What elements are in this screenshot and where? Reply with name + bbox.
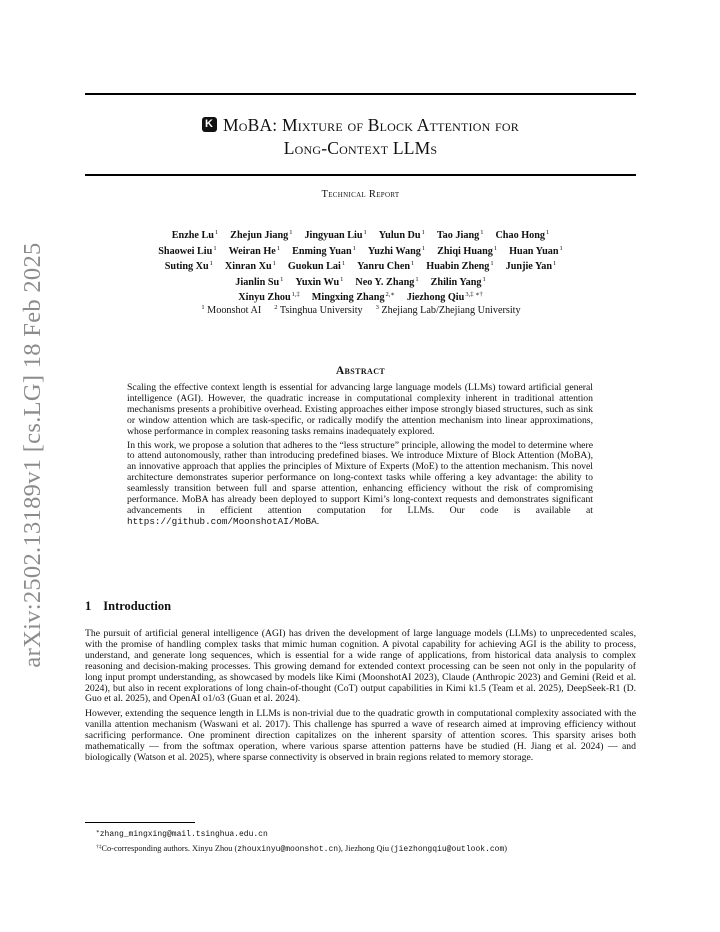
footnote-2-mark: †‡ <box>96 844 102 850</box>
title-top-rule <box>85 93 636 95</box>
author-name <box>288 261 345 272</box>
author-affiliation-mark: 1 <box>341 260 346 267</box>
author-affiliation-mark: 1 <box>209 260 213 267</box>
code-link[interactable]: https://github.com/MoonshotAI/MoBA <box>127 515 317 527</box>
affiliation <box>273 305 362 316</box>
footnote-2-text: Co-corresponding authors. Xinyu Zhou ( <box>101 844 238 853</box>
author-name-text: Shaowei Liu <box>158 245 213 257</box>
author-name-text: Yuzhi Wang <box>367 245 421 257</box>
author-name <box>158 246 216 257</box>
author-list <box>85 227 636 305</box>
author-name <box>172 230 218 241</box>
footnote-2 <box>96 841 507 856</box>
author-name <box>355 277 418 288</box>
introduction-body <box>85 629 636 768</box>
author-row <box>85 227 636 243</box>
author-name-text: Zhilin Yang <box>430 276 482 288</box>
footnote-2-email-2: jiezhongqiu@outlook.com <box>393 845 505 854</box>
title-bottom-rule <box>85 174 636 176</box>
author-affiliation-mark: 1 <box>490 260 494 267</box>
author-name <box>357 261 414 272</box>
author-name-text: Guokun Lai <box>287 261 341 272</box>
affiliations <box>85 304 636 316</box>
body-paragraph-2: However, extending the sequence length in LLMs is non-trivial due to the quadratic growth in computational complexity associated with the vanilla attention mechanism (Waswani et al. 2017). This challenge has spurred a wave of research aimed at improving efficiency without sacrificing performance. One prominent direction capitalizes on the inherent sparsity of attention scores. This sparsity arises both mathematically — from the softmax operation, where various sparse attention patterns have be studied (H. Jiang et al. 2024) — and biologically (Watson et al. 2025), where sparse connectivity is observed in brain regions related to memory storage. <box>85 708 636 763</box>
author-name <box>230 230 292 241</box>
author-name <box>225 261 276 272</box>
affiliation-mark: 1 <box>201 304 205 311</box>
author-affiliation-mark: 1 <box>213 244 217 252</box>
author-name <box>165 261 213 272</box>
author-affiliation-mark: 1 <box>363 229 367 236</box>
author-affiliation-mark: 1,‡ <box>291 291 300 298</box>
author-affiliation-mark: 1 <box>559 244 563 252</box>
section-title: Introduction <box>103 599 172 613</box>
author-name-text: Enzhe Lu <box>171 230 214 241</box>
affiliation-mark: 2 <box>274 304 278 311</box>
abstract-paragraph-2-text: In this work, we propose a solution that adheres to the “less structure” principle, allowing the model to determine where to attend autonomously, rather than introducing predefined biases. We introduce Mixture of Block Attention (MoBA), an innovative approach that applies the principles of Mixture of Experts (MoE) to the attention mechanism. This novel architecture demonstrates superior performance on long-context tasks while offering a key advantage: the ability to seamlessly transition between full and sparse attention, enhancing efficiency without the risk of compromising performance. MoBA has already been deployed to support Kimi’s long-context requests and demonstrates significant advancements in efficient attention computation for LLMs. Our code is available at <box>127 439 593 516</box>
author-name-text: Jingyuan Liu <box>304 230 363 241</box>
author-affiliation-mark: 1 <box>280 275 284 283</box>
author-name <box>238 292 300 303</box>
author-name <box>235 277 283 288</box>
author-affiliation-mark: 1 <box>546 229 550 236</box>
author-affiliation-mark: 1 <box>289 229 293 236</box>
author-affiliation-mark: 1 <box>421 229 425 236</box>
author-name <box>379 230 425 241</box>
author-affiliation-mark: 1 <box>352 244 356 252</box>
abstract-paragraph-2 <box>127 441 593 528</box>
abstract-paragraph-1: Scaling the effective context length is essential for advancing large language models (LLMs) toward artificial general intelligence (AGI). However, the quadratic increase in computational complexity inherent in traditional attention mechanisms presents a prohibitive overhead. Existing approaches either impose strongly biased structures, such as sink or window attention which are task-specific, or radically modify the attention mechanism into linear approximations, whose performance in complex reasoning tasks remains inadequately explored. <box>127 382 593 437</box>
author-name-text: Chao Hong <box>495 230 545 241</box>
footnote-2-mid: ), Jiezhong Qiu ( <box>338 844 394 853</box>
author-row <box>85 258 636 274</box>
author-row <box>85 274 636 290</box>
author-name <box>304 230 366 241</box>
author-name <box>437 230 484 241</box>
author-name <box>407 292 483 303</box>
author-affiliation-mark: 1 <box>415 275 419 283</box>
affiliation <box>375 305 521 316</box>
author-name <box>431 277 486 288</box>
kimi-logo-icon <box>202 117 217 132</box>
author-affiliation-mark: 1 <box>421 244 426 252</box>
author-name-text: Yuxin Wu <box>295 276 340 288</box>
author-affiliation-mark: 3,‡ ∗† <box>465 291 483 298</box>
arxiv-stamp <box>13 242 53 668</box>
author-affiliation-mark: 2,∗ <box>385 291 395 298</box>
author-name <box>295 277 343 288</box>
author-affiliation-mark: 1 <box>214 229 219 236</box>
author-name-text: Jiezhong Qiu <box>406 292 465 303</box>
footnote-1-mark: ∗ <box>96 829 100 835</box>
affiliation-name: Zhejiang Lab/Zhejiang University <box>381 305 521 316</box>
affiliation-name: Tsinghua University <box>279 305 363 316</box>
author-name-text: Yanru Chen <box>357 261 411 272</box>
author-name-text: Mingxing Zhang <box>311 292 385 303</box>
title-line-2: Long-Context LLMs <box>283 138 438 158</box>
affiliation <box>200 305 261 316</box>
author-name-text: Yulun Du <box>378 230 421 241</box>
author-name-text: Weiran He <box>228 245 276 257</box>
paper-title <box>85 114 636 160</box>
footnote-1-email: zhang_mingxing@mail.tsinghua.edu.cn <box>99 830 268 839</box>
author-name <box>495 230 549 241</box>
author-affiliation-mark: 1 <box>552 260 557 267</box>
footnote-rule <box>85 822 195 823</box>
author-row <box>85 289 636 305</box>
author-affiliation-mark: 1 <box>493 244 498 252</box>
author-affiliation-mark: 1 <box>340 275 344 283</box>
author-affiliation-mark: 1 <box>272 260 276 267</box>
author-row <box>85 243 636 259</box>
affiliation-mark: 3 <box>375 304 379 311</box>
affiliation-name: Moonshot AI <box>207 305 262 316</box>
author-name-text: Zhejun Jiang <box>230 230 289 241</box>
title-line-1 <box>85 114 636 137</box>
author-name-text: Zhiqi Huang <box>437 245 493 257</box>
author-name <box>368 246 425 257</box>
arxiv-stamp-text: arXiv:2502.13189v1 [cs.LG] 18 Feb 2025 <box>19 242 46 668</box>
author-name <box>509 246 563 257</box>
report-type: Technical Report <box>321 189 400 200</box>
author-affiliation-mark: 1 <box>411 260 415 267</box>
author-name <box>437 246 497 257</box>
author-affiliation-mark: 1 <box>482 275 486 283</box>
footnote-2-end: ) <box>504 844 508 853</box>
abstract-period: . <box>316 515 320 527</box>
footnote-1 <box>96 826 507 841</box>
author-name-text: Neo Y. Zhang <box>355 276 415 288</box>
abstract-heading: Abstract <box>335 365 386 377</box>
abstract <box>127 383 593 531</box>
title-line-1-text: MoBA: Mixture of Block Attention for <box>222 115 520 135</box>
author-name-text: Huan Yuan <box>509 245 559 257</box>
author-name-text: Huabin Zheng <box>426 261 490 272</box>
author-name-text: Xinyu Zhou <box>238 292 291 303</box>
author-affiliation-mark: 1 <box>480 229 484 236</box>
author-name-text: Enming Yuan <box>292 245 352 257</box>
author-name-text: Jianlin Su <box>235 276 280 288</box>
author-name <box>426 261 493 272</box>
author-name-text: Tao Jiang <box>436 230 480 241</box>
author-name-text: Xinran Xu <box>224 261 272 272</box>
author-name <box>312 292 395 303</box>
author-affiliation-mark: 1 <box>276 244 281 252</box>
footnotes <box>96 826 507 856</box>
author-name <box>229 246 281 257</box>
author-name-text: Junjie Yan <box>505 261 552 272</box>
footnote-2-email-1: zhouxinyu@moonshot.cn <box>237 845 339 854</box>
section-number: 1 <box>85 599 92 613</box>
section-heading <box>85 599 171 614</box>
author-name <box>506 261 557 272</box>
author-name-text: Suting Xu <box>164 261 209 272</box>
author-name <box>292 246 356 257</box>
body-paragraph-1: The pursuit of artificial general intelligence (AGI) has driven the development of large language models (LLMs) to unprecedented scales, with the promise of handling complex tasks that mimic human cognition. A pivotal capability for achieving AGI is the ability to process, understand, and generate long sequences, which is essential for a wide range of applications, from historical data analysis to complex reasoning and decision-making processes. This growing demand for extended context processing can be seen not only in the popularity of long input prompt understanding, as showcased by models like Kimi (MoonshotAI 2023), Claude (Anthropic 2023) and Gemini (Reid et al. 2024), but also in recent explorations of long chain-of-thought (CoT) output capabilities in Kimi k1.5 (Team et al. 2025), DeepSeek-R1 (D. Guo et al. 2025), and OpenAI o1/o3 (Guan et al. 2024). <box>85 628 636 705</box>
